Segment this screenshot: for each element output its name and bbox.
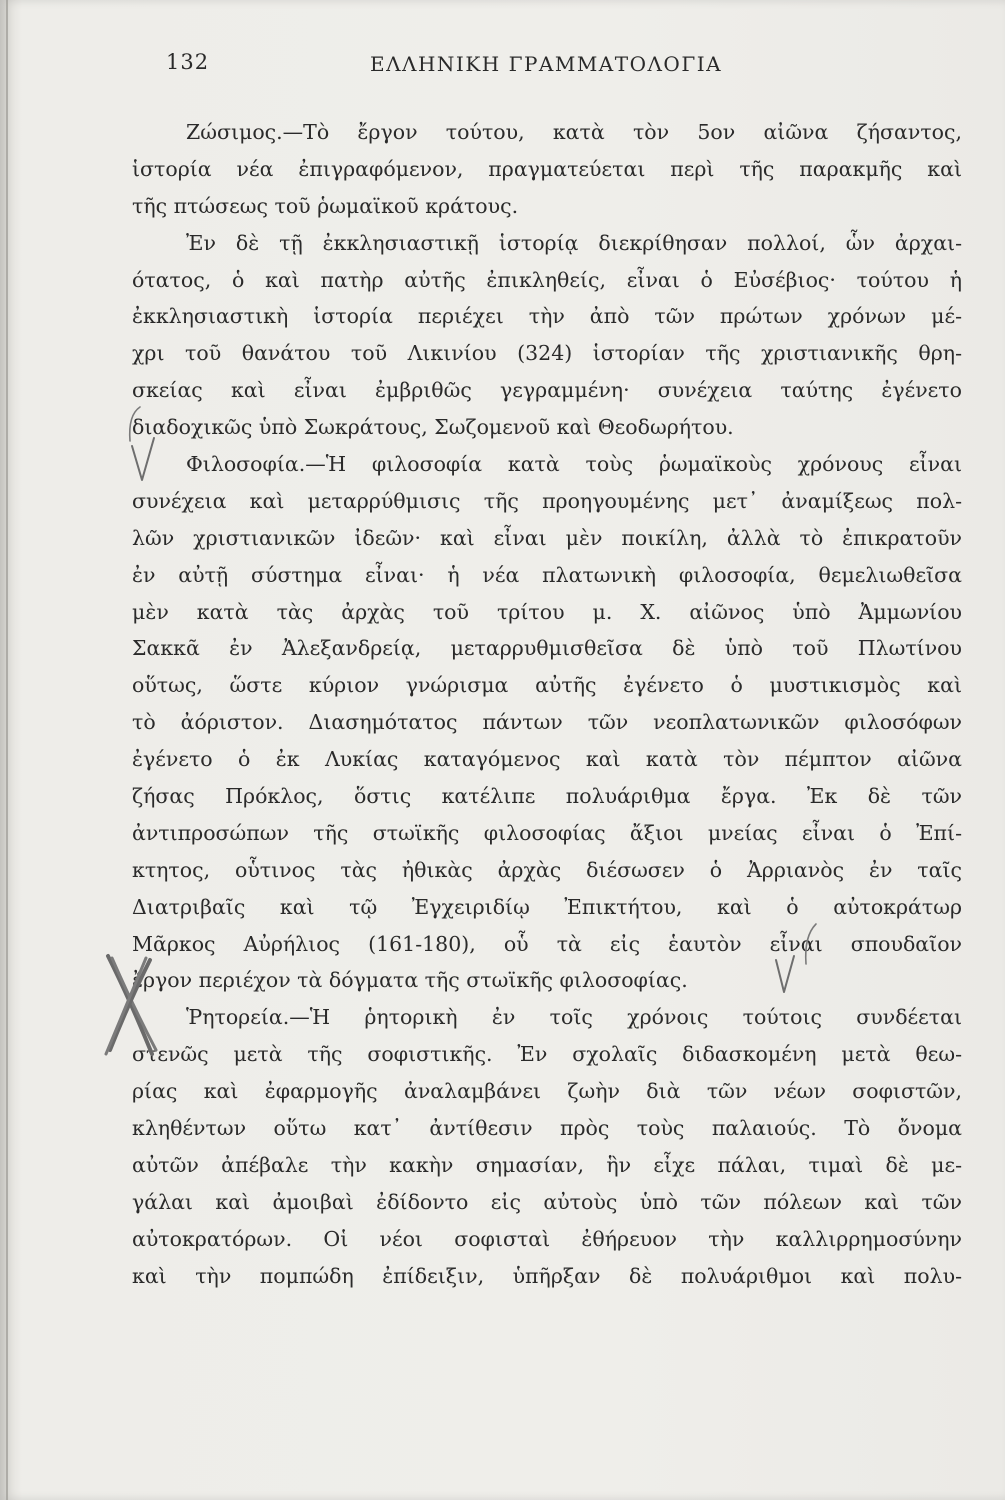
text-line: Φιλοσοφία.—Ἡ φιλοσοφία κατὰ τοὺς ῥωμαϊκοὺς χρόνους εἶναι bbox=[186, 452, 962, 477]
text-line: οὕτως, ὥστε κύριον γνώρισμα αὐτῆς ἐγένετο ὁ μυστικισμὸς καὶ bbox=[132, 673, 962, 698]
text-line: ἐγένετο ὁ ἐκ Λυκίας καταγόμενος καὶ κατὰ τὸν πέμπτον αἰῶνα bbox=[132, 747, 962, 772]
text-line: ἐκκλησιαστικὴ ἱστορία περιέχει τὴν ἀπὸ τῶν πρώτων χρόνων μέ- bbox=[132, 304, 962, 329]
text-line: μὲν κατὰ τὰς ἀρχὰς τοῦ τρίτου μ. Χ. αἰῶνος ὑπὸ Ἀμμωνίου bbox=[132, 599, 962, 624]
text-line: Ἐν δὲ τῇ ἐκκλησιαστικῇ ἱστορίᾳ διεκρίθησαν πολλοί, ὧν ἀρχαι- bbox=[186, 230, 962, 255]
text-line: αὐτοκρατόρων. Οἱ νέοι σοφισταὶ ἐθήρευον τὴν καλλιρρημοσύνην bbox=[132, 1226, 962, 1251]
page-edge bbox=[6, 0, 8, 1500]
text-line: ρίας καὶ ἐφαρμογῆς ἀναλαμβάνει ζωὴν διὰ τῶν νέων σοφιστῶν, bbox=[132, 1079, 962, 1104]
text-line: ἀντιπροσώπων τῆς στωϊκῆς φιλοσοφίας ἄξιοι μνείας εἶναι ὁ Ἐπί- bbox=[132, 820, 962, 845]
text-line: τὸ ἀόριστον. Διασημότατος πάντων τῶν νεοπλατωνικῶν φιλοσόφων bbox=[132, 710, 962, 735]
text-line: καὶ τὴν πομπώδη ἐπίδειξιν, ὑπῆρξαν δὲ πολυάριθμοι καὶ πολυ- bbox=[132, 1263, 962, 1288]
text-line: Ζώσιμος.—Τὸ ἔργον τούτου, κατὰ τὸν 5ον αἰῶνα ζήσαντος, bbox=[186, 120, 962, 144]
text-line: Σακκᾶ ἐν Ἀλεξανδρείᾳ, μεταρρυθμισθεῖσα δὲ ὑπὸ τοῦ Πλωτίνου bbox=[132, 636, 962, 661]
page-header bbox=[160, 50, 960, 90]
running-title: ΕΛΛΗΝΙΚΗ ΓΡΑΜΜΑΤΟΛΟΓΙΑ bbox=[370, 52, 723, 76]
text-line: στενῶς μετὰ τῆς σοφιστικῆς. Ἐν σχολαῖς διδασκομένη μετὰ θεω- bbox=[132, 1042, 962, 1067]
text-line: χρι τοῦ θανάτου τοῦ Λικινίου (324) ἱστορίαν τῆς χριστιανικῆς θρη- bbox=[132, 341, 962, 366]
text-line: σκείας καὶ εἶναι ἐμβριθῶς γεγραμμένη· συνέχεια ταύτης ἐγένετο bbox=[132, 378, 962, 403]
text-line: τῆς πτώσεως τοῦ ῥωμαϊκοῦ κράτους. bbox=[132, 193, 519, 218]
text-line: γάλαι καὶ ἀμοιβαὶ ἐδίδοντο εἰς αὐτοὺς ὑπὸ τῶν πόλεων καὶ τῶν bbox=[132, 1189, 962, 1214]
text-line: κτητος, οὗτινος τὰς ἠθικὰς ἀρχὰς διέσωσεν ὁ Ἀρριανὸς ἐν ταῖς bbox=[132, 857, 962, 882]
text-line: συνέχεια καὶ μεταρρύθμισις τῆς προηγουμένης μετ᾽ ἀναμίξεως πολ- bbox=[132, 488, 962, 513]
text-line: Διατριβαῖς καὶ τῷ Ἐγχειριδίῳ Ἐπικτήτου, καὶ ὁ αὐτοκράτωρ bbox=[132, 894, 962, 919]
text-line: κληθέντων οὕτω κατ᾽ ἀντίθεσιν πρὸς τοὺς παλαιούς. Τὸ ὄνομα bbox=[132, 1116, 962, 1141]
page-number: 132 bbox=[166, 50, 210, 74]
text-line: Ῥητορεία.—Ἡ ῥητορικὴ ἐν τοῖς χρόνοις τούτοις συνδέεται bbox=[186, 1005, 962, 1030]
text-line: λῶν χριστιανικῶν ἰδεῶν· καὶ εἶναι μὲν ποικίλη, ἀλλὰ τὸ ἐπικρατοῦν bbox=[132, 525, 962, 550]
text-line: ζήσας Πρόκλος, ὅστις κατέλιπε πολυάριθμα ἔργα. Ἐκ δὲ τῶν bbox=[132, 784, 962, 809]
body-text bbox=[132, 114, 962, 1295]
text-line: ἐν αὐτῇ σύστημα εἶναι· ἡ νέα πλατωνικὴ φιλοσοφία, θεμελιωθεῖσα bbox=[132, 562, 962, 587]
text-line: αὐτῶν ἀπέβαλε τὴν κακὴν σημασίαν, ἣν εἶχε πάλαι, τιμαὶ δὲ με- bbox=[132, 1152, 962, 1177]
text-line: Μᾶρκος Αὐρήλιος (161-180), οὗ τὰ εἰς ἑαυτὸν εἶναι σπουδαῖον bbox=[132, 931, 962, 956]
text-line: ότατος, ὁ καὶ πατὴρ αὐτῆς ἐπικληθείς, εἶναι ὁ Εὐσέβιος· τούτου ἡ bbox=[132, 267, 962, 292]
text-line: ἱστορία νέα ἐπιγραφόμενον, πραγματεύεται περὶ τῆς παρακμῆς καὶ bbox=[132, 156, 962, 181]
text-line: ἔργον περιέχον τὰ δόγματα τῆς στωϊκῆς φιλοσοφίας. bbox=[132, 968, 688, 993]
text-line: διαδοχικῶς ὑπὸ Σωκράτους, Σωζομενοῦ καὶ Θεοδωρήτου. bbox=[132, 415, 734, 440]
